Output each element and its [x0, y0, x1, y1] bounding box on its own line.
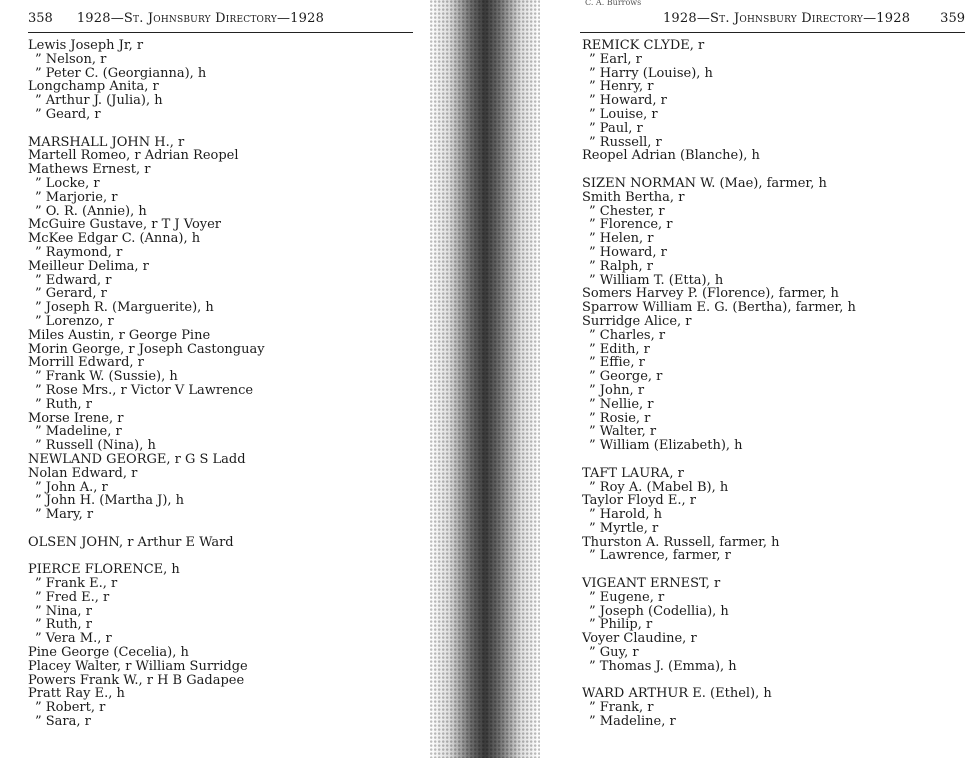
directory-entry: Pratt Ray E., h — [28, 686, 125, 702]
left-page — [0, 0, 440, 758]
directory-entry: ” Peter C. (Georgianna), h — [35, 65, 207, 81]
directory-entry: Powers Frank W., r H B Gadapee — [28, 672, 245, 688]
right-page-entries — [582, 39, 856, 729]
directory-entry: ” Nelson, r — [35, 51, 107, 67]
directory-entry: ” Guy, r — [589, 645, 639, 661]
directory-entry: TAFT LAURA, r — [582, 465, 684, 481]
directory-entry: Reopel Adrian (Blanche), h — [582, 148, 760, 164]
right-page — [535, 0, 971, 758]
directory-entry: ” William T. (Etta), h — [589, 272, 724, 288]
directory-entry: ” Nina, r — [35, 603, 92, 619]
directory-entry: ” Florence, r — [589, 217, 673, 233]
directory-entry: ” Philip, r — [589, 617, 653, 633]
directory-entry: ” Frank E., r — [35, 576, 118, 592]
directory-entry: ” John H. (Martha J), h — [35, 493, 185, 509]
left-page-entries — [28, 39, 265, 729]
right-page-number: 359 — [940, 10, 965, 26]
directory-entry: Morse Irene, r — [28, 410, 124, 426]
directory-entry: PIERCE FLORENCE, h — [28, 562, 180, 578]
directory-entry: Thurston A. Russell, farmer, h — [582, 534, 780, 550]
directory-entry: ” Edith, r — [589, 341, 650, 357]
directory-entry: ” William (Elizabeth), h — [589, 438, 743, 454]
directory-entry: Miles Austin, r George Pine — [28, 327, 211, 343]
directory-entry: ” Lorenzo, r — [35, 313, 114, 329]
directory-entry: ” Locke, r — [35, 175, 100, 191]
book-gutter — [430, 0, 540, 758]
directory-entry: ” Raymond, r — [35, 244, 123, 260]
directory-entry: ” Joseph (Codellia), h — [589, 603, 729, 619]
directory-entry: ” Russell, r — [589, 134, 662, 150]
directory-entry: ” O. R. (Annie), h — [35, 203, 147, 219]
directory-entry: Meilleur Delima, r — [28, 258, 149, 274]
directory-entry: VIGEANT ERNEST, r — [582, 576, 721, 592]
directory-entry: Taylor Floyd E., r — [582, 493, 696, 509]
directory-entry: ” Joseph R. (Marguerite), h — [35, 300, 214, 316]
directory-entry: ” Paul, r — [589, 120, 643, 136]
directory-entry: ” Arthur J. (Julia), h — [35, 93, 163, 109]
previous-page-bleed: C. A. Burrows — [585, 0, 642, 6]
directory-entry: ” Frank W. (Sussie), h — [35, 369, 178, 385]
directory-entry: ” Rose Mrs., r Victor V Lawrence — [35, 382, 254, 398]
directory-entry: ” Nellie, r — [589, 396, 654, 412]
directory-entry: ” Russell (Nina), h — [35, 438, 156, 454]
directory-entry: ” Effie, r — [589, 355, 645, 371]
directory-entry: ” Frank, r — [589, 700, 654, 716]
left-page-header — [28, 4, 413, 33]
directory-entry: ” Louise, r — [589, 106, 658, 122]
directory-entry: Nolan Edward, r — [28, 465, 138, 481]
directory-entry: ” Earl, r — [589, 51, 642, 67]
directory-entry: ” Edward, r — [35, 272, 112, 288]
directory-entry: ” Gerard, r — [35, 286, 107, 302]
directory-entry: Somers Harvey P. (Florence), farmer, h — [582, 286, 839, 302]
directory-entry: WARD ARTHUR E. (Ethel), h — [582, 686, 772, 702]
directory-entry: Smith Bertha, r — [582, 189, 685, 205]
directory-entry: Voyer Claudine, r — [582, 631, 697, 647]
directory-entry: ” Geard, r — [35, 106, 101, 122]
directory-entry: ” Harry (Louise), h — [589, 65, 713, 81]
directory-entry: ” Madeline, r — [35, 424, 122, 440]
directory-entry: Martell Romeo, r Adrian Reopel — [28, 148, 239, 164]
left-page-number: 358 — [28, 10, 53, 26]
directory-entry: REMICK CLYDE, r — [582, 38, 705, 53]
directory-entry: ” Howard, r — [589, 93, 667, 109]
directory-entry: ” Helen, r — [589, 231, 654, 247]
directory-entry: ” Sara, r — [35, 714, 91, 730]
directory-entry: MARSHALL JOHN H., r — [28, 134, 185, 150]
directory-entry: ” Howard, r — [589, 244, 667, 260]
directory-entry: Morrill Edward, r — [28, 355, 144, 371]
directory-entry: ” Rosie, r — [589, 410, 651, 426]
directory-entry: ” Madeline, r — [589, 714, 676, 730]
directory-entry: SIZEN NORMAN W. (Mae), farmer, h — [582, 175, 827, 191]
directory-entry: ” John A., r — [35, 479, 108, 495]
directory-entry: ” Vera M., r — [35, 631, 112, 647]
directory-entry: ” Henry, r — [589, 79, 654, 95]
directory-entry: Longchamp Anita, r — [28, 79, 159, 95]
directory-entry: ” Eugene, r — [589, 589, 665, 605]
directory-entry: OLSEN JOHN, r Arthur E Ward — [28, 534, 234, 550]
directory-entry: Placey Walter, r William Surridge — [28, 658, 248, 674]
directory-entry: ” Robert, r — [35, 700, 106, 716]
directory-entry: McKee Edgar C. (Anna), h — [28, 231, 201, 247]
directory-entry: Lewis Joseph Jr, r — [28, 38, 144, 53]
directory-entry: ” Ralph, r — [589, 258, 653, 274]
directory-entry: ” Thomas J. (Emma), h — [589, 658, 737, 674]
directory-entry: ” Charles, r — [589, 327, 666, 343]
directory-entry: Pine George (Cecelia), h — [28, 645, 189, 661]
directory-entry: NEWLAND GEORGE, r G S Ladd — [28, 451, 246, 467]
directory-entry: ” George, r — [589, 369, 663, 385]
directory-entry: Surridge Alice, r — [582, 313, 692, 329]
directory-entry: ” Ruth, r — [35, 396, 93, 412]
directory-entry: ” Fred E., r — [35, 589, 110, 605]
directory-entry: ” Marjorie, r — [35, 189, 118, 205]
directory-entry: ” John, r — [589, 382, 645, 398]
directory-entry: ” Harold, h — [589, 507, 663, 523]
right-page-header — [580, 4, 965, 33]
directory-entry: ” Lawrence, farmer, r — [589, 548, 731, 564]
directory-entry: ” Chester, r — [589, 203, 665, 219]
left-page-title: 1928—St. Johnsbury Directory—1928 — [76, 10, 325, 26]
directory-entry: ” Roy A. (Mabel B), h — [589, 479, 729, 495]
directory-entry: McGuire Gustave, r T J Voyer — [28, 217, 222, 233]
right-page-title: 1928—St. Johnsbury Directory—1928 — [662, 10, 911, 26]
directory-entry: Sparrow William E. G. (Bertha), farmer, h — [582, 300, 856, 316]
directory-entry: ” Myrtle, r — [589, 520, 659, 536]
directory-entry: ” Walter, r — [589, 424, 657, 440]
directory-entry: Morin George, r Joseph Castonguay — [28, 341, 265, 357]
directory-entry: ” Ruth, r — [35, 617, 93, 633]
directory-entry: ” Mary, r — [35, 507, 94, 523]
directory-entry: Mathews Ernest, r — [28, 162, 151, 178]
